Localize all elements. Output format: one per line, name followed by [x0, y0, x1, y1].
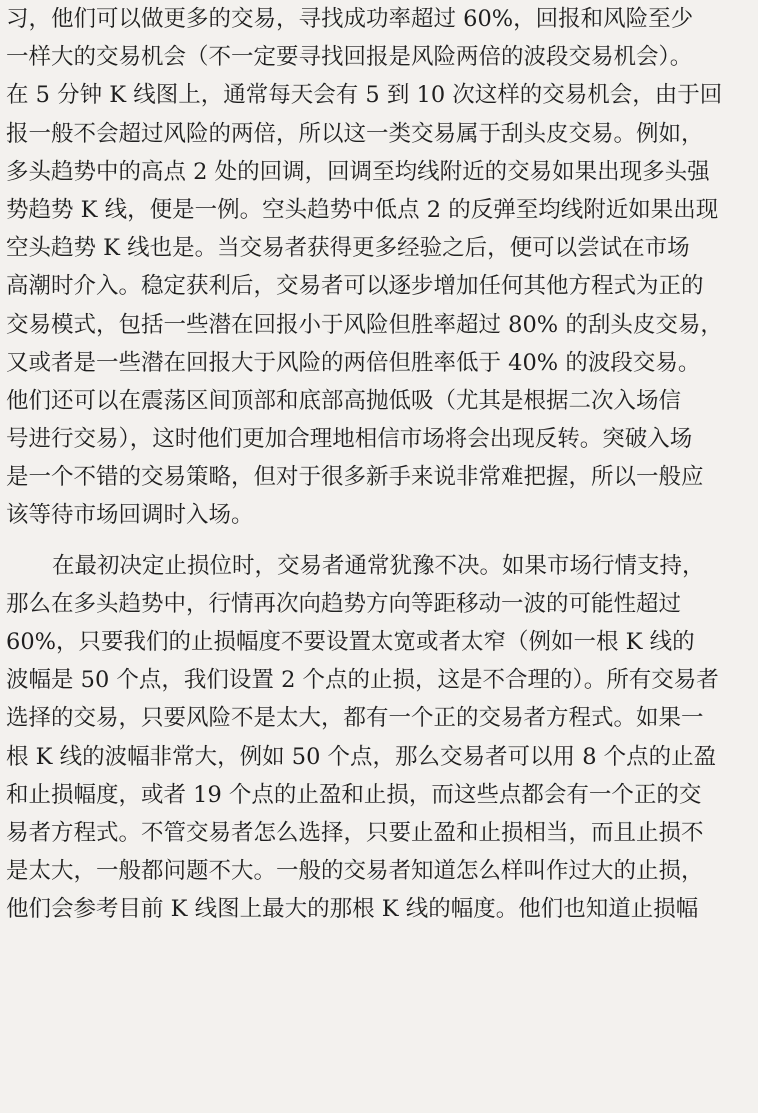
- text-line: 他们还可以在震荡区间顶部和底部高抛低吸（尤其是根据二次入场信: [6, 387, 682, 414]
- text-line: 势趋势 K 线，便是一例。空头趋势中低点 2 的反弹至均线附近如果出现: [6, 196, 719, 223]
- text-line: 选择的交易，只要风险不是太大，都有一个正的交易者方程式。如果一: [6, 705, 704, 732]
- text-line: 习，他们可以做更多的交易，寻找成功率超过 60%，回报和风险至少: [6, 6, 694, 32]
- text-line: 一样大的交易机会（不一定要寻找回报是风险两倍的波段交易机会）。: [6, 44, 693, 71]
- text-line: 波幅是 50 个点，我们设置 2 个点的止损，这是不合理的）。所有交易者: [6, 667, 719, 694]
- paragraph-1: [6, 0, 754, 535]
- text-line: 他们会参考目前 K 线图上最大的那根 K 线的幅度。他们也知道止损幅: [6, 896, 699, 923]
- text-line: 空头趋势 K 线也是。当交易者获得更多经验之后，便可以尝试在市场: [6, 235, 690, 262]
- text-line: 60%，只要我们的止损幅度不要设置太宽或者太窄（例如一根 K 线的: [6, 629, 695, 655]
- text-line: 易者方程式。不管交易者怎么选择，只要止盈和止损相当，而且止损不: [6, 819, 704, 846]
- text-line: 在 5 分钟 K 线图上，通常每天会有 5 到 10 次这样的交易机会，由于回: [6, 82, 723, 109]
- paragraph-2: [6, 547, 754, 929]
- text-line: 多头趋势中的高点 2 处的回调，回调至均线附近的交易如果出现多头强: [6, 158, 710, 185]
- text-line: 高潮时介入。稳定获利后，交易者可以逐步增加任何其他方程式为正的: [6, 273, 704, 300]
- text-line: 那么在多头趋势中，行情再次向趋势方向等距移动一波的可能性超过: [6, 590, 682, 617]
- text-line: 报一般不会超过风险的两倍，所以这一类交易属于刮头皮交易。例如，: [6, 120, 704, 147]
- text-line: 又或者是一些潜在回报大于风险的两倍但胜率低于 40% 的波段交易。: [6, 349, 701, 376]
- text-line: 是太大，一般都问题不大。一般的交易者知道怎么样叫作过大的止损，: [6, 858, 704, 885]
- text-line: 是一个不错的交易策略，但对于很多新手来说非常难把握，所以一般应: [6, 464, 704, 491]
- text-line: 该等待市场回调时入场。: [6, 502, 254, 529]
- text-line: 交易模式，包括一些潜在回报小于风险但胜率超过 80% 的刮头皮交易，: [6, 311, 723, 338]
- body-text: [6, 0, 754, 929]
- text-line: 和止损幅度，或者 19 个点的止盈和止损，而这些点都会有一个正的交: [6, 781, 702, 808]
- text-line-first: 在最初决定止损位时，交易者通常犹豫不决。如果市场行情支持，: [52, 552, 705, 579]
- text-line: 根 K 线的波幅非常大，例如 50 个点，那么交易者可以用 8 个点的止盈: [6, 743, 717, 770]
- paragraph-gap: [6, 535, 754, 547]
- text-line: 号进行交易），这时他们更加合理地相信市场将会出现反转。突破入场: [6, 426, 693, 453]
